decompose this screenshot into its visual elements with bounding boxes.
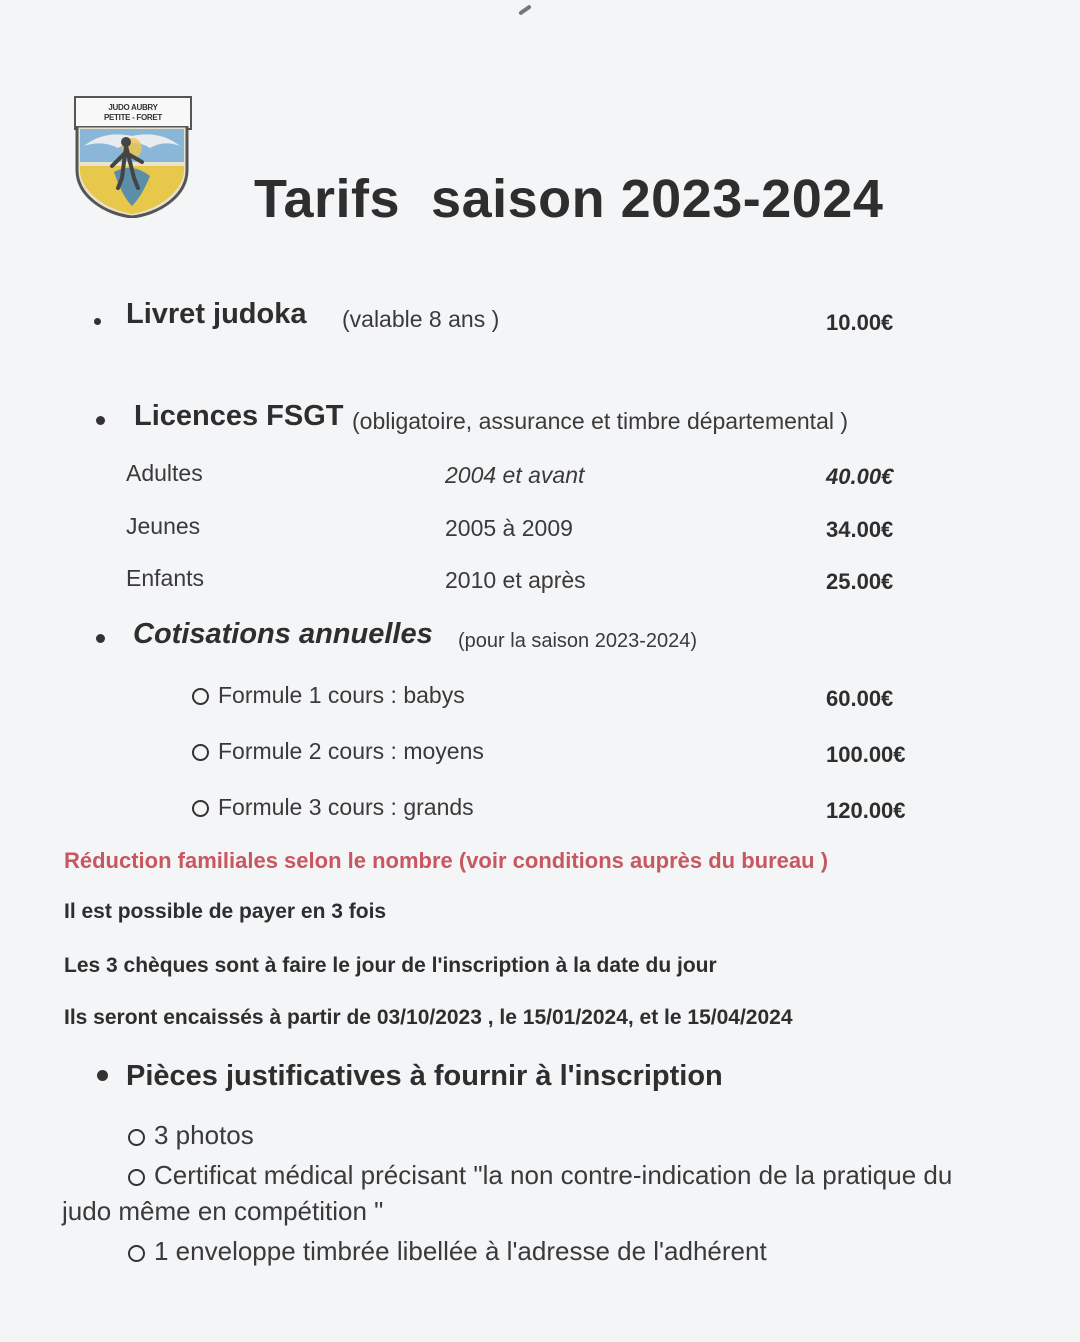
licence-price: 40.00€	[826, 464, 894, 489]
licence-price: 34.00€	[826, 517, 894, 542]
piece-item	[128, 1160, 952, 1191]
formule-item	[192, 682, 465, 709]
pen-mark	[518, 4, 532, 15]
piece-label: 3 photos	[154, 1120, 254, 1150]
shield-icon	[74, 126, 190, 218]
payment-line: Il est possible de payer en 3 fois	[64, 900, 387, 923]
livret-price: 10.00€	[826, 310, 894, 335]
livret-label: Livret judoka	[126, 298, 307, 330]
formule-label: Formule 2 cours : moyens	[218, 738, 484, 764]
piece-item	[128, 1236, 767, 1267]
piece-continuation: judo même en compétition "	[62, 1196, 384, 1226]
bullet-icon	[97, 1070, 108, 1081]
formule-item	[192, 738, 484, 765]
licence-price: 25.00€	[826, 569, 894, 594]
cotisations-label: Cotisations annuelles	[133, 618, 433, 650]
livret-note: (valable 8 ans )	[342, 306, 500, 332]
pieces-label: Pièces justificatives à fournir à l'inscription	[126, 1060, 723, 1092]
bullet-icon	[94, 318, 101, 325]
page-title: Tarifs saison 2023-2024	[254, 169, 884, 229]
circle-bullet-icon	[128, 1129, 145, 1146]
licence-years: 2004 et avant	[445, 462, 585, 488]
formule-label: Formule 1 cours : babys	[218, 682, 465, 708]
logo-line-2: PETITE - FORET	[103, 113, 163, 122]
piece-label: 1 enveloppe timbrée libellée à l'adresse de l'adhérent	[154, 1236, 767, 1266]
licence-category: Adultes	[126, 460, 203, 486]
logo-banner	[74, 96, 192, 130]
cotisations-note: (pour la saison 2023-2024)	[458, 630, 698, 652]
licences-note: (obligatoire, assurance et timbre départemental )	[352, 408, 849, 434]
reduction-note: Réduction familiales selon le nombre (voir conditions auprès du bureau )	[64, 848, 829, 873]
circle-bullet-icon	[192, 688, 209, 705]
formule-item	[192, 794, 474, 821]
payment-line: Les 3 chèques sont à faire le jour de l'inscription à la date du jour	[64, 954, 717, 977]
bullet-icon	[96, 634, 105, 643]
licence-years: 2005 à 2009	[445, 515, 573, 541]
circle-bullet-icon	[128, 1169, 145, 1186]
circle-bullet-icon	[192, 800, 209, 817]
circle-bullet-icon	[128, 1245, 145, 1262]
circle-bullet-icon	[192, 744, 209, 761]
licence-category: Enfants	[126, 565, 204, 591]
club-logo	[74, 96, 190, 220]
licence-category: Jeunes	[126, 513, 201, 539]
formule-label: Formule 3 cours : grands	[218, 794, 474, 820]
formule-price: 120.00€	[826, 798, 906, 823]
formule-price: 100.00€	[826, 742, 906, 767]
bullet-icon	[96, 416, 105, 425]
licence-years: 2010 et après	[445, 567, 586, 593]
piece-item	[128, 1120, 254, 1151]
licences-label: Licences FSGT	[134, 400, 344, 432]
piece-label: Certificat médical précisant "la non contre-indication de la pratique du	[154, 1160, 953, 1190]
logo-line-1: JUDO AUBRY	[108, 103, 158, 112]
formule-price: 60.00€	[826, 686, 894, 711]
payment-line: Ils seront encaissés à partir de 03/10/2023 , le 15/01/2024, et le 15/04/2024	[64, 1006, 793, 1029]
